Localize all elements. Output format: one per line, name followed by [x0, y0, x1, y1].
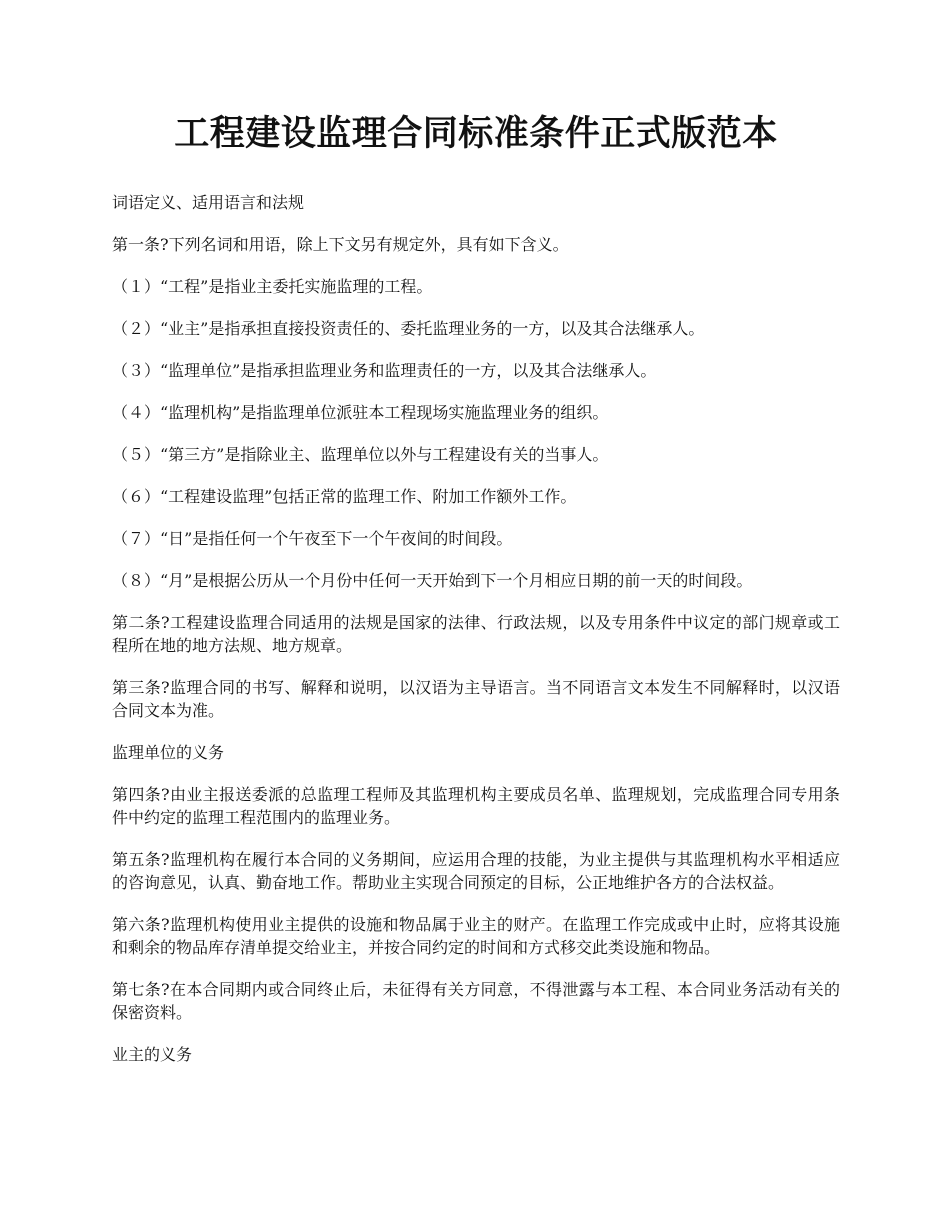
article-1: 第一条?下列名词和用语，除上下文另有规定外，具有如下含义。 [112, 235, 569, 254]
section-heading-owner-obligations: 业主的义务 [112, 1045, 193, 1064]
article-3: 第三条?监理合同的书写、解释和说明，以汉语为主导语言。当不同语言文本发生不同解释时，以汉语合同文本为准。 [112, 678, 840, 720]
definition-item-7: （７）“日”是指任何一个午夜至下一个午夜间的时间段。 [112, 529, 513, 548]
article-5: 第五条?监理机构在履行本合同的义务期间，应运用合理的技能，为业主提供与其监理机构水平相适应的咨询意见，认真、勤奋地工作。帮助业主实现合同预定的目标，公正地维护各方的合法权益。 [112, 850, 840, 892]
section-heading-definitions: 词语定义、适用语言和法规 [112, 193, 305, 212]
definition-item-2: （２）“业主”是指承担直接投资责任的、委托监理业务的一方，以及其合法继承人。 [112, 319, 705, 338]
definition-item-5: （５）“第三方”是指除业主、监理单位以外与工程建设有关的当事人。 [112, 445, 609, 464]
definition-item-3: （３）“监理单位”是指承担监理业务和监理责任的一方，以及其合法继承人。 [112, 361, 657, 380]
definition-item-1: （１）“工程”是指业主委托实施监理的工程。 [112, 277, 433, 296]
document-title: 工程建设监理合同标准条件正式版范本 [174, 113, 778, 154]
article-4: 第四条?由业主报送委派的总监理工程师及其监理机构主要成员名单、监理规划，完成监理合同专用条件中约定的监理工程范围内的监理业务。 [112, 785, 840, 827]
definition-item-6: （６）“工程建设监理”包括正常的监理工作、附加工作额外工作。 [112, 487, 577, 506]
article-6: 第六条?监理机构使用业主提供的设施和物品属于业主的财产。在监理工作完成或中止时，应将其设施和剩余的物品库存清单提交给业主，并按合同约定的时间和方式移交此类设施和物品。 [112, 915, 840, 957]
section-heading-supervisor-obligations: 监理单位的义务 [112, 743, 225, 762]
definition-item-4: （４）“监理机构”是指监理单位派驻本工程现场实施监理业务的组织。 [112, 403, 609, 422]
article-2: 第二条?工程建设监理合同适用的法规是国家的法律、行政法规，以及专用条件中议定的部门规章或工程所在地的地方法规、地方规章。 [112, 613, 840, 655]
definition-item-8: （８）“月”是根据公历从一个月份中任何一天开始到下一个月相应日期的前一天的时间段。 [112, 571, 753, 590]
article-7: 第七条?在本合同期内或合同终止后，未征得有关方同意，不得泄露与本工程、本合同业务活动有关的保密资料。 [112, 980, 840, 1022]
